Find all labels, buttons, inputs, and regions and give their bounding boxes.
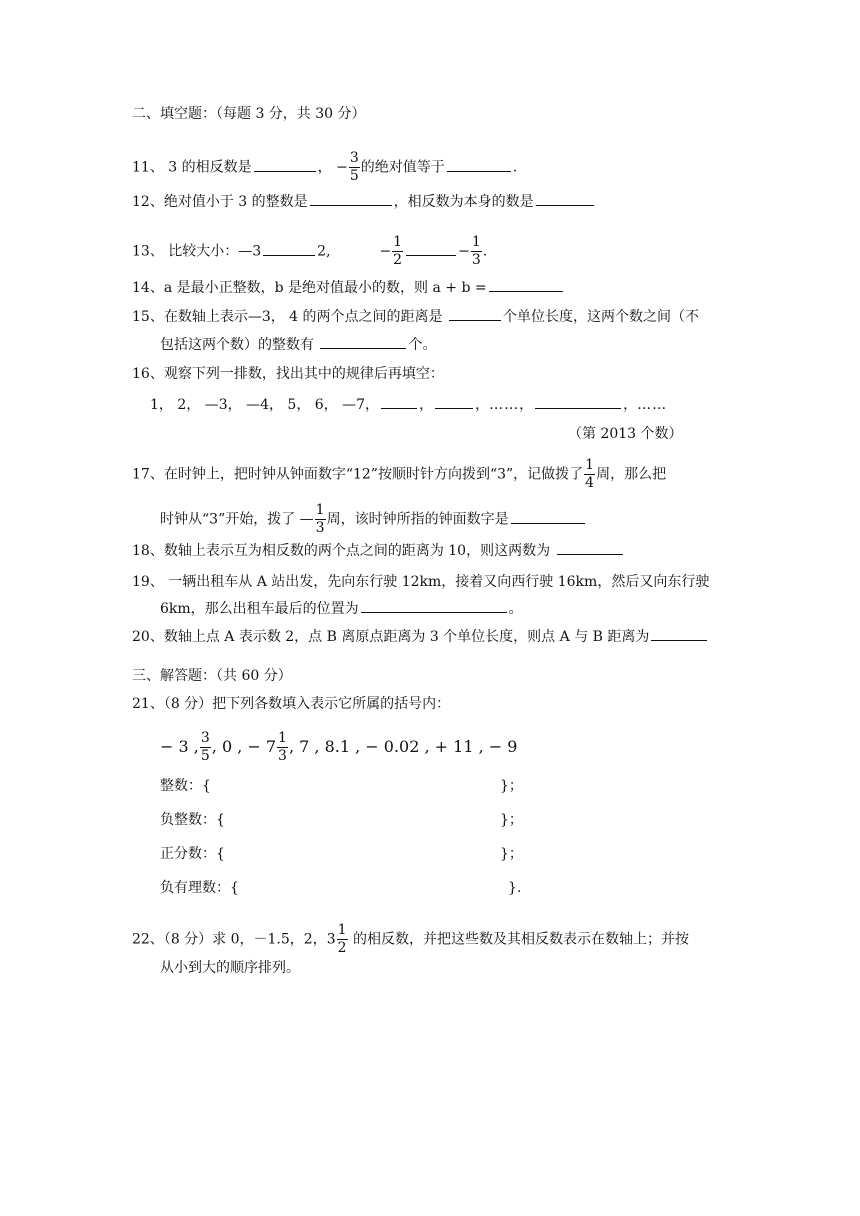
q20-text-a: 20、数轴上点 A 表示数 2，点 B 离原点距离为 3 个单位长度，则点 A 与 B 距离为 [132,629,650,645]
question-21-number-list [160,730,517,765]
q16-blank-2[interactable] [435,394,473,409]
question-12 [132,191,596,212]
q19-blank[interactable] [361,598,507,613]
q16-sep-1: ， [419,397,434,413]
fraction-1-2: $\frac{1}{2}$ [393,234,403,268]
question-11 [132,150,517,185]
q16-ellipsis-1: …… [489,397,520,413]
fraction-3-5: $\frac{3}{5}$ [349,150,359,184]
fraction-1-3-b: $\frac{1}{3}$ [315,502,325,536]
q14-blank[interactable] [489,277,563,292]
q13-f1-sign: − [379,243,392,260]
q13-text-a: 13、 比较大小：—3 [132,243,262,260]
q16-seq: 1， 2， —3， —4， 5， 6， —7， [150,397,380,413]
q17-text-c: 时钟从“3”开始，拨了 — [160,511,314,528]
category-positive-fraction-close: }； [500,846,523,862]
question-13 [132,234,487,269]
q15-text-c: 包括这两个数）的整数有 [160,337,319,353]
question-22-line-2: 从小到大的顺序排列。 [160,960,300,976]
q19-text-b: 。 [508,601,523,617]
fraction-3-5-b: $\frac{3}{5}$ [200,730,210,764]
question-14 [132,277,565,298]
q22-text-b: 的相反数，并把这些数及其相反数表示在数轴上；并按 [348,931,689,948]
q15-blank-2[interactable] [320,334,406,349]
category-negative-rational-label: 负有理数：{ [160,880,239,896]
question-20 [132,626,709,647]
q13-end: . [482,243,488,260]
fraction-1-4: $\frac{1}{4}$ [585,457,595,491]
category-integer-close: }； [500,778,523,794]
q11-blank-1[interactable] [254,157,316,172]
q16-blank-1[interactable] [381,394,417,409]
q16-sep-3: ， [519,397,534,413]
q12-text-a: 12、绝对值小于 3 的整数是 [132,194,308,210]
q20-blank[interactable] [651,626,707,641]
q15-blank-1[interactable] [449,306,501,321]
q17-text-a: 17、在时钟上，把时钟从钟面数字“12”按顺时针方向拨到“3”，记做拨了 [132,466,584,483]
category-negative-rational-close: }. [508,880,522,896]
q18-text-a: 18、数轴上表示互为相反数的两个点之间的距离为 10，则这两数为 [132,543,555,559]
section-2-title: 二、填空题：（每题 3 分，共 30 分） [132,106,366,122]
question-19-line-1: 19、 一辆出租车从 A 站出发，先向东行驶 12km，接着又向西行驶 16km，然后又向东行驶 [132,574,710,590]
q13-blank-1[interactable] [263,241,315,256]
question-22-line-1 [132,922,689,957]
q12-text-b: ，相反数为本身的数是 [393,194,534,210]
q15-text-d: 个。 [408,337,437,353]
fraction-1-3-c: $\frac{1}{3}$ [278,730,287,764]
q11-end: . [512,159,518,176]
q11-frac-sign: − [336,159,348,176]
q17-blank[interactable] [511,509,585,524]
question-16-note: （第 2013 个数） [568,426,683,442]
question-16-sequence [150,394,667,415]
q17-text-d: 周，该时钟所指的钟面数字是 [326,511,509,528]
category-negative-integer-label: 负整数：{ [160,812,225,828]
fraction-1-3: $\frac{1}{3}$ [471,234,481,268]
question-16-line-1: 16、观察下列一排数，找出其中的规律后再填空： [132,366,444,382]
q21-n1: − 3 , [160,737,199,756]
q16-blank-3[interactable] [535,394,621,409]
q16-sep-4: ， [623,397,638,413]
question-17-line-1 [132,457,666,492]
category-negative-integer-close: }； [500,812,523,828]
q11-text-b: ， [317,159,332,176]
q21-n2: , 0 , − 7 [211,737,277,756]
q18-blank[interactable] [557,540,623,555]
q12-blank-2[interactable] [536,191,594,206]
category-integer-label: 整数：{ [160,778,211,794]
q17-text-b: 周，那么把 [596,466,667,483]
question-19-line-2 [160,598,523,619]
question-15-line-2 [160,334,436,355]
q21-n3: , 7 , 8.1 , − 0.02 , + 11 , − 9 [288,737,518,756]
q11-text-a: 11、 3 的相反数是 [132,159,252,176]
q11-text-c: 的绝对值等于 [360,159,445,176]
q16-ellipsis-2: …… [637,397,668,413]
q22-text-a: 22、（8 分）求 0，－1.5，2，3 [132,931,336,948]
q11-blank-2[interactable] [447,157,511,172]
q13-f2-sign: − [458,243,470,260]
q12-blank-1[interactable] [310,191,392,206]
question-17-line-2 [160,502,587,537]
fraction-1-2-b: $\frac{1}{2}$ [337,922,347,956]
q13-blank-2[interactable] [406,241,456,256]
q13-text-b: 2, [317,243,331,260]
category-positive-fraction-label: 正分数：{ [160,846,225,862]
question-21-intro: 21、（8 分）把下列各数填入表示它所属的括号内： [132,696,451,712]
q14-text-a: 14、a 是最小正整数，b 是绝对值最小的数，则 a + b = [132,280,487,296]
q16-sep-2: ， [475,397,490,413]
q15-text-a: 15、在数轴上表示—3， 4 的两个点之间的距离是 [132,309,447,325]
question-18 [132,540,625,561]
q15-text-b: 个单位长度，这两个数之间（不 [502,309,699,325]
section-3-title: 三、解答题：（共 60 分） [132,668,292,684]
question-15-line-1 [132,306,699,327]
q19-text-a: 6km，那么出租车最后的位置为 [160,601,359,617]
